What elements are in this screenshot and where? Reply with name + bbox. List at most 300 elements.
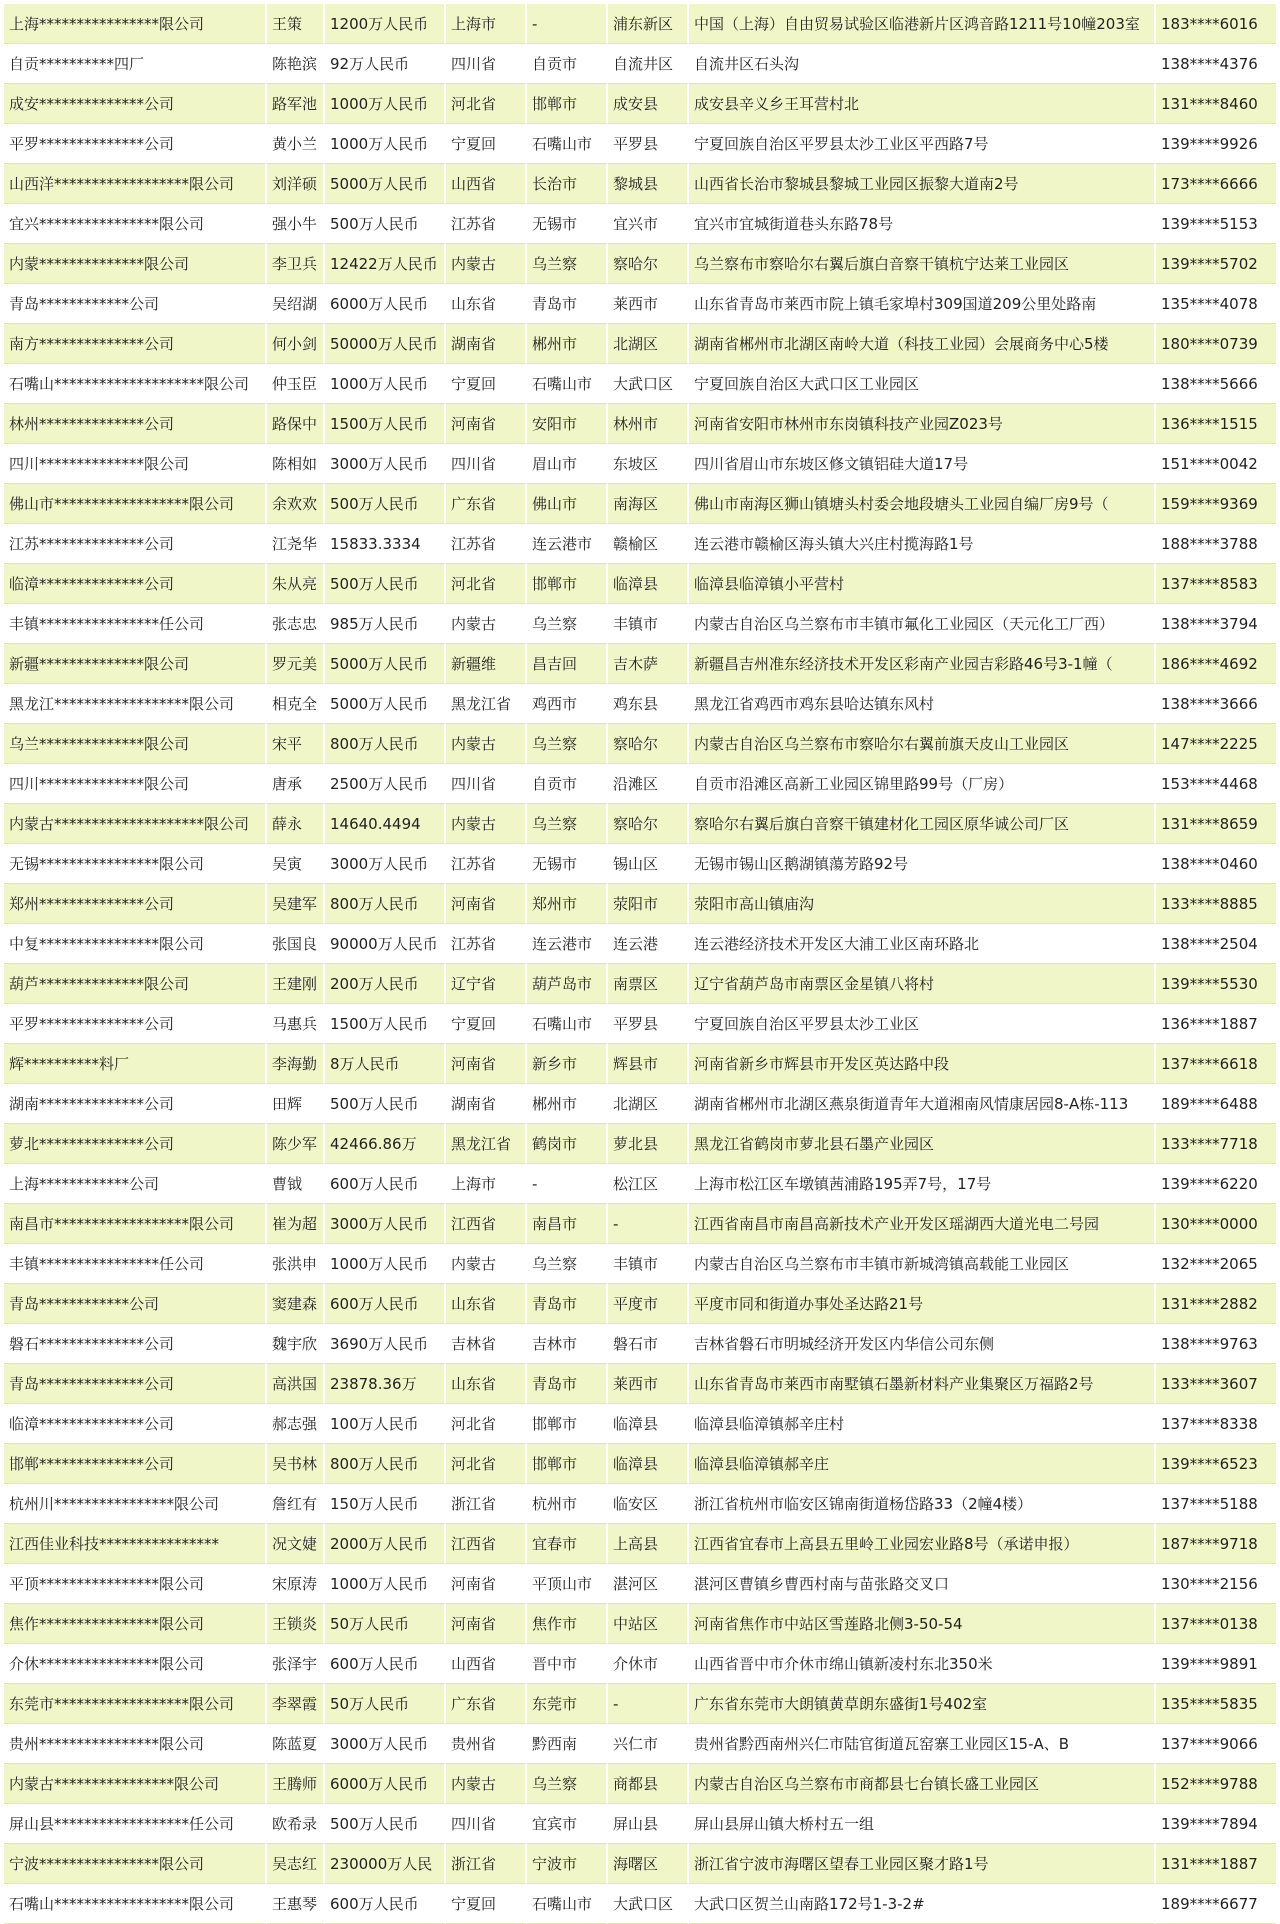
province-cell: 宁夏回 xyxy=(446,1884,527,1924)
city-cell: 新乡市 xyxy=(527,1044,608,1084)
province-cell: 浙江省 xyxy=(446,1484,527,1524)
city-cell: 自贡市 xyxy=(527,764,608,804)
phone-cell: 183****6016 xyxy=(1156,4,1276,44)
registered-capital-cell: 1500万人民币 xyxy=(325,1004,446,1044)
address-cell: 江西省南昌市南昌高新技术产业开发区瑶湖西大道光电二号园 xyxy=(689,1204,1156,1244)
phone-cell: 139****5702 xyxy=(1156,244,1276,284)
table-row xyxy=(4,1404,1276,1444)
company-name-cell: 磐石**************公司 xyxy=(4,1324,267,1364)
table-row xyxy=(4,684,1276,724)
phone-cell: 131****1887 xyxy=(1156,1844,1276,1884)
legal-person-cell: 崔为超 xyxy=(267,1204,325,1244)
table-row xyxy=(4,244,1276,284)
registered-capital-cell: 1000万人民币 xyxy=(325,1564,446,1604)
table-row xyxy=(4,204,1276,244)
legal-person-cell: 江尧华 xyxy=(267,524,325,564)
phone-cell: 136****1887 xyxy=(1156,1004,1276,1044)
district-cell: 宜兴市 xyxy=(608,204,689,244)
table-row xyxy=(4,1884,1276,1924)
registered-capital-cell: 50万人民币 xyxy=(325,1604,446,1644)
legal-person-cell: 相克全 xyxy=(267,684,325,724)
legal-person-cell: 李卫兵 xyxy=(267,244,325,284)
address-cell: 宁夏回族自治区大武口区工业园区 xyxy=(689,364,1156,404)
district-cell: 莱西市 xyxy=(608,284,689,324)
legal-person-cell: 陈相如 xyxy=(267,444,325,484)
city-cell: 宜宾市 xyxy=(527,1804,608,1844)
province-cell: 河南省 xyxy=(446,1044,527,1084)
company-name-cell: 湖南**************公司 xyxy=(4,1084,267,1124)
district-cell: 辉县市 xyxy=(608,1044,689,1084)
phone-cell: 135****4078 xyxy=(1156,284,1276,324)
address-cell: 自贡市沿滩区高新工业园区锦里路99号（厂房） xyxy=(689,764,1156,804)
legal-person-cell: 郝志强 xyxy=(267,1404,325,1444)
company-name-cell: 宁波****************限公司 xyxy=(4,1844,267,1884)
table-row xyxy=(4,1124,1276,1164)
company-name-cell: 萝北**************公司 xyxy=(4,1124,267,1164)
province-cell: 上海市 xyxy=(446,1164,527,1204)
city-cell: 石嘴山市 xyxy=(527,364,608,404)
registered-capital-cell: 1000万人民币 xyxy=(325,124,446,164)
address-cell: 河南省焦作市中站区雪莲路北侧3-50-54 xyxy=(689,1604,1156,1644)
company-name-cell: 杭州川****************限公司 xyxy=(4,1484,267,1524)
address-cell: 江西省宜春市上高县五里岭工业园宏业路8号（承诺申报） xyxy=(689,1524,1156,1564)
phone-cell: 131****2882 xyxy=(1156,1284,1276,1324)
table-row xyxy=(4,284,1276,324)
address-cell: 平度市同和街道办事处圣达路21号 xyxy=(689,1284,1156,1324)
legal-person-cell: 陈艳滨 xyxy=(267,44,325,84)
phone-cell: 138****9763 xyxy=(1156,1324,1276,1364)
district-cell: 浦东新区 xyxy=(608,4,689,44)
city-cell: 乌兰察 xyxy=(527,1764,608,1804)
registered-capital-cell: 12422万人民币 xyxy=(325,244,446,284)
company-name-cell: 佛山市******************限公司 xyxy=(4,484,267,524)
district-cell: 赣榆区 xyxy=(608,524,689,564)
registered-capital-cell: 500万人民币 xyxy=(325,204,446,244)
legal-person-cell: 吴书林 xyxy=(267,1444,325,1484)
registered-capital-cell: 200万人民币 xyxy=(325,964,446,1004)
address-cell: 临漳县临漳镇小平营村 xyxy=(689,564,1156,604)
table-row xyxy=(4,1284,1276,1324)
company-name-cell: 林州**************公司 xyxy=(4,404,267,444)
phone-cell: 139****6523 xyxy=(1156,1444,1276,1484)
company-name-cell: 四川**************限公司 xyxy=(4,444,267,484)
company-name-cell: 江西佳业科技**************** xyxy=(4,1524,267,1564)
province-cell: 江苏省 xyxy=(446,924,527,964)
address-cell: 内蒙古自治区乌兰察布市丰镇市氟化工业园区（天元化工厂西） xyxy=(689,604,1156,644)
table-row xyxy=(4,1644,1276,1684)
phone-cell: 173****6666 xyxy=(1156,164,1276,204)
province-cell: 广东省 xyxy=(446,484,527,524)
table-row xyxy=(4,644,1276,684)
district-cell: 莱西市 xyxy=(608,1364,689,1404)
table-row xyxy=(4,1804,1276,1844)
company-name-cell: 内蒙古********************限公司 xyxy=(4,804,267,844)
address-cell: 荥阳市高山镇庙沟 xyxy=(689,884,1156,924)
district-cell: 自流井区 xyxy=(608,44,689,84)
legal-person-cell: 仲玉臣 xyxy=(267,364,325,404)
province-cell: 广东省 xyxy=(446,1684,527,1724)
registered-capital-cell: 600万人民币 xyxy=(325,1644,446,1684)
phone-cell: 138****5666 xyxy=(1156,364,1276,404)
legal-person-cell: 何小剑 xyxy=(267,324,325,364)
company-name-cell: 内蒙古****************限公司 xyxy=(4,1764,267,1804)
phone-cell: 131****8460 xyxy=(1156,84,1276,124)
province-cell: 山西省 xyxy=(446,164,527,204)
company-name-cell: 上海************公司 xyxy=(4,1164,267,1204)
registered-capital-cell: 42466.86万 xyxy=(325,1124,446,1164)
table-row xyxy=(4,364,1276,404)
legal-person-cell: 路军池 xyxy=(267,84,325,124)
province-cell: 浙江省 xyxy=(446,1844,527,1884)
province-cell: 四川省 xyxy=(446,764,527,804)
table-row xyxy=(4,1724,1276,1764)
company-name-cell: 成安**************公司 xyxy=(4,84,267,124)
city-cell: 乌兰察 xyxy=(527,804,608,844)
province-cell: 宁夏回 xyxy=(446,1004,527,1044)
registered-capital-cell: 1000万人民币 xyxy=(325,84,446,124)
table-row xyxy=(4,1604,1276,1644)
district-cell: - xyxy=(608,1684,689,1724)
phone-cell: 153****4468 xyxy=(1156,764,1276,804)
company-name-cell: 无锡****************限公司 xyxy=(4,844,267,884)
phone-cell: 180****0739 xyxy=(1156,324,1276,364)
city-cell: 鸡西市 xyxy=(527,684,608,724)
registered-capital-cell: 800万人民币 xyxy=(325,724,446,764)
registered-capital-cell: 50000万人民币 xyxy=(325,324,446,364)
province-cell: 宁夏回 xyxy=(446,364,527,404)
legal-person-cell: 宋原涛 xyxy=(267,1564,325,1604)
address-cell: 新疆昌吉州准东经济技术开发区彩南产业园吉彩路46号3-1幢（ xyxy=(689,644,1156,684)
legal-person-cell: 王惠琴 xyxy=(267,1884,325,1924)
address-cell: 广东省东莞市大朗镇黄草朗东盛街1号402室 xyxy=(689,1684,1156,1724)
city-cell: 邯郸市 xyxy=(527,1404,608,1444)
company-name-cell: 邯郸**************公司 xyxy=(4,1444,267,1484)
province-cell: 河北省 xyxy=(446,1444,527,1484)
address-cell: 宜兴市宜城街道巷头东路78号 xyxy=(689,204,1156,244)
address-cell: 佛山市南海区狮山镇塘头村委会地段塘头工业园自编厂房9号（ xyxy=(689,484,1156,524)
province-cell: 河北省 xyxy=(446,84,527,124)
phone-cell: 186****4692 xyxy=(1156,644,1276,684)
city-cell: - xyxy=(527,1164,608,1204)
district-cell: 黎城县 xyxy=(608,164,689,204)
phone-cell: 131****8659 xyxy=(1156,804,1276,844)
company-name-cell: 乌兰**************限公司 xyxy=(4,724,267,764)
legal-person-cell: 吴志红 xyxy=(267,1844,325,1884)
legal-person-cell: 魏宇欣 xyxy=(267,1324,325,1364)
city-cell: 鹤岗市 xyxy=(527,1124,608,1164)
registered-capital-cell: 500万人民币 xyxy=(325,1804,446,1844)
district-cell: 丰镇市 xyxy=(608,1244,689,1284)
district-cell: 南票区 xyxy=(608,964,689,1004)
district-cell: 兴仁市 xyxy=(608,1724,689,1764)
registered-capital-cell: 5000万人民币 xyxy=(325,684,446,724)
address-cell: 连云港市赣榆区海头镇大兴庄村揽海路1号 xyxy=(689,524,1156,564)
registered-capital-cell: 100万人民币 xyxy=(325,1404,446,1444)
city-cell: 吉林市 xyxy=(527,1324,608,1364)
province-cell: 江苏省 xyxy=(446,204,527,244)
province-cell: 黑龙江省 xyxy=(446,684,527,724)
phone-cell: 138****4376 xyxy=(1156,44,1276,84)
legal-person-cell: 刘洋硕 xyxy=(267,164,325,204)
address-cell: 临漳县临漳镇郝辛庄 xyxy=(689,1444,1156,1484)
address-cell: 内蒙古自治区乌兰察布市察哈尔右翼前旗天皮山工业园区 xyxy=(689,724,1156,764)
phone-cell: 137****8583 xyxy=(1156,564,1276,604)
company-name-cell: 四川**************限公司 xyxy=(4,764,267,804)
city-cell: 葫芦岛市 xyxy=(527,964,608,1004)
district-cell: 临漳县 xyxy=(608,1404,689,1444)
table-row xyxy=(4,1004,1276,1044)
city-cell: 郑州市 xyxy=(527,884,608,924)
registered-capital-cell: 1500万人民币 xyxy=(325,404,446,444)
district-cell: 中站区 xyxy=(608,1604,689,1644)
address-cell: 山西省长治市黎城县黎城工业园区振黎大道南2号 xyxy=(689,164,1156,204)
address-cell: 河南省安阳市林州市东岗镇科技产业园Z023号 xyxy=(689,404,1156,444)
district-cell: 北湖区 xyxy=(608,1084,689,1124)
table-row xyxy=(4,884,1276,924)
legal-person-cell: 薛永 xyxy=(267,804,325,844)
city-cell: 南昌市 xyxy=(527,1204,608,1244)
address-cell: 湖南省郴州市北湖区南岭大道（科技工业园）会展商务中心5楼 xyxy=(689,324,1156,364)
district-cell: 临漳县 xyxy=(608,1444,689,1484)
address-cell: 贵州省黔西南州兴仁市陆官街道瓦窑寨工业园区15-A、B xyxy=(689,1724,1156,1764)
company-name-cell: 自贡**********四厂 xyxy=(4,44,267,84)
company-name-cell: 内蒙**************限公司 xyxy=(4,244,267,284)
city-cell: 黔西南 xyxy=(527,1724,608,1764)
legal-person-cell: 吴绍湖 xyxy=(267,284,325,324)
province-cell: 河南省 xyxy=(446,1604,527,1644)
company-name-cell: 江苏**************公司 xyxy=(4,524,267,564)
phone-cell: 133****8885 xyxy=(1156,884,1276,924)
legal-person-cell: 路保中 xyxy=(267,404,325,444)
legal-person-cell: 陈少军 xyxy=(267,1124,325,1164)
province-cell: 宁夏回 xyxy=(446,124,527,164)
company-name-cell: 青岛**************公司 xyxy=(4,1364,267,1404)
district-cell: 察哈尔 xyxy=(608,244,689,284)
phone-cell: 139****7894 xyxy=(1156,1804,1276,1844)
address-cell: 无锡市锡山区鹅湖镇蕩芳路92号 xyxy=(689,844,1156,884)
address-cell: 临漳县临漳镇郝辛庄村 xyxy=(689,1404,1156,1444)
legal-person-cell: 欧希录 xyxy=(267,1804,325,1844)
registered-capital-cell: 6000万人民币 xyxy=(325,1764,446,1804)
company-name-cell: 石嘴山********************限公司 xyxy=(4,364,267,404)
table-row xyxy=(4,44,1276,84)
province-cell: 河南省 xyxy=(446,884,527,924)
province-cell: 山东省 xyxy=(446,284,527,324)
province-cell: 内蒙古 xyxy=(446,1244,527,1284)
city-cell: 平顶山市 xyxy=(527,1564,608,1604)
province-cell: 河北省 xyxy=(446,564,527,604)
province-cell: 上海市 xyxy=(446,4,527,44)
phone-cell: 137****0138 xyxy=(1156,1604,1276,1644)
table-row xyxy=(4,804,1276,844)
address-cell: 内蒙古自治区乌兰察布市丰镇市新城湾镇高载能工业园区 xyxy=(689,1244,1156,1284)
province-cell: 四川省 xyxy=(446,44,527,84)
company-name-cell: 东莞市******************限公司 xyxy=(4,1684,267,1724)
city-cell: 郴州市 xyxy=(527,324,608,364)
district-cell: 林州市 xyxy=(608,404,689,444)
province-cell: 江苏省 xyxy=(446,524,527,564)
registered-capital-cell: 2000万人民币 xyxy=(325,1524,446,1564)
company-name-cell: 黑龙江******************限公司 xyxy=(4,684,267,724)
legal-person-cell: 余欢欢 xyxy=(267,484,325,524)
city-cell: 邯郸市 xyxy=(527,564,608,604)
registered-capital-cell: 1000万人民币 xyxy=(325,1244,446,1284)
city-cell: 无锡市 xyxy=(527,204,608,244)
city-cell: 郴州市 xyxy=(527,1084,608,1124)
city-cell: 邯郸市 xyxy=(527,1444,608,1484)
company-name-cell: 焦作****************限公司 xyxy=(4,1604,267,1644)
table-row xyxy=(4,1564,1276,1604)
district-cell: 磐石市 xyxy=(608,1324,689,1364)
company-name-cell: 平罗**************公司 xyxy=(4,1004,267,1044)
address-cell: 中国（上海）自由贸易试验区临港新片区鸿音路1211号10幢203室 xyxy=(689,4,1156,44)
registered-capital-cell: 3000万人民币 xyxy=(325,844,446,884)
phone-cell: 187****9718 xyxy=(1156,1524,1276,1564)
address-cell: 辽宁省葫芦岛市南票区金星镇八将村 xyxy=(689,964,1156,1004)
province-cell: 内蒙古 xyxy=(446,244,527,284)
table-row xyxy=(4,924,1276,964)
company-name-cell: 石嘴山******************限公司 xyxy=(4,1884,267,1924)
phone-cell: 136****1515 xyxy=(1156,404,1276,444)
registered-capital-cell: 1000万人民币 xyxy=(325,364,446,404)
table-row xyxy=(4,84,1276,124)
city-cell: 乌兰察 xyxy=(527,604,608,644)
legal-person-cell: 张洪申 xyxy=(267,1244,325,1284)
legal-person-cell: 黄小兰 xyxy=(267,124,325,164)
city-cell: 连云港市 xyxy=(527,524,608,564)
district-cell: 介休市 xyxy=(608,1644,689,1684)
province-cell: 贵州省 xyxy=(446,1724,527,1764)
province-cell: 河南省 xyxy=(446,404,527,444)
registered-capital-cell: 6000万人民币 xyxy=(325,284,446,324)
province-cell: 河北省 xyxy=(446,1404,527,1444)
province-cell: 吉林省 xyxy=(446,1324,527,1364)
registered-capital-cell: 90000万人民币 xyxy=(325,924,446,964)
district-cell: 荥阳市 xyxy=(608,884,689,924)
province-cell: 内蒙古 xyxy=(446,724,527,764)
legal-person-cell: 强小牛 xyxy=(267,204,325,244)
city-cell: 石嘴山市 xyxy=(527,124,608,164)
table-row xyxy=(4,1084,1276,1124)
table-row xyxy=(4,764,1276,804)
address-cell: 内蒙古自治区乌兰察布市商都县七台镇长盛工业园区 xyxy=(689,1764,1156,1804)
company-name-cell: 中复****************限公司 xyxy=(4,924,267,964)
province-cell: 新疆维 xyxy=(446,644,527,684)
district-cell: 临漳县 xyxy=(608,564,689,604)
registered-capital-cell: 500万人民币 xyxy=(325,564,446,604)
city-cell: 杭州市 xyxy=(527,1484,608,1524)
province-cell: 四川省 xyxy=(446,444,527,484)
table-row xyxy=(4,444,1276,484)
address-cell: 湖南省郴州市北湖区燕泉街道青年大道湘南风情康居园8-A栋-113 xyxy=(689,1084,1156,1124)
registered-capital-cell: 800万人民币 xyxy=(325,1444,446,1484)
company-name-cell: 丰镇****************任公司 xyxy=(4,604,267,644)
city-cell: 东莞市 xyxy=(527,1684,608,1724)
district-cell: 南海区 xyxy=(608,484,689,524)
phone-cell: 130****0000 xyxy=(1156,1204,1276,1244)
registered-capital-cell: 800万人民币 xyxy=(325,884,446,924)
company-name-cell: 南昌市******************限公司 xyxy=(4,1204,267,1244)
district-cell: 大武口区 xyxy=(608,364,689,404)
city-cell: 乌兰察 xyxy=(527,244,608,284)
registered-capital-cell: 8万人民币 xyxy=(325,1044,446,1084)
table-row xyxy=(4,1844,1276,1884)
district-cell: 丰镇市 xyxy=(608,604,689,644)
table-row xyxy=(4,1164,1276,1204)
legal-person-cell: 吴寅 xyxy=(267,844,325,884)
legal-person-cell: 詹红有 xyxy=(267,1484,325,1524)
address-cell: 乌兰察布市察哈尔右翼后旗白音察干镇杭宁达莱工业园区 xyxy=(689,244,1156,284)
table-row xyxy=(4,1484,1276,1524)
phone-cell: 139****5153 xyxy=(1156,204,1276,244)
address-cell: 大武口区贺兰山南路172号1-3-2# xyxy=(689,1884,1156,1924)
registered-capital-cell: 1200万人民币 xyxy=(325,4,446,44)
city-cell: 宁波市 xyxy=(527,1844,608,1884)
address-cell: 宁夏回族自治区平罗县太沙工业区平西路7号 xyxy=(689,124,1156,164)
legal-person-cell: 窦建森 xyxy=(267,1284,325,1324)
legal-person-cell: 王锁炎 xyxy=(267,1604,325,1644)
phone-cell: 130****2156 xyxy=(1156,1564,1276,1604)
company-name-cell: 山西洋******************限公司 xyxy=(4,164,267,204)
district-cell: 平罗县 xyxy=(608,124,689,164)
city-cell: 青岛市 xyxy=(527,1364,608,1404)
legal-person-cell: 王策 xyxy=(267,4,325,44)
district-cell: 大武口区 xyxy=(608,1884,689,1924)
company-table xyxy=(4,4,1276,1924)
address-cell: 察哈尔右翼后旗白音察干镇建材化工园区原华诚公司厂区 xyxy=(689,804,1156,844)
registered-capital-cell: 150万人民币 xyxy=(325,1484,446,1524)
district-cell: - xyxy=(608,1204,689,1244)
phone-cell: 138****2504 xyxy=(1156,924,1276,964)
phone-cell: 138****0460 xyxy=(1156,844,1276,884)
table-row xyxy=(4,964,1276,1004)
city-cell: 宜春市 xyxy=(527,1524,608,1564)
province-cell: 江苏省 xyxy=(446,844,527,884)
address-cell: 黑龙江省鹤岗市萝北县石墨产业园区 xyxy=(689,1124,1156,1164)
table-row xyxy=(4,1684,1276,1724)
city-cell: 石嘴山市 xyxy=(527,1884,608,1924)
company-table-container xyxy=(4,4,1276,1924)
registered-capital-cell: 500万人民币 xyxy=(325,1084,446,1124)
city-cell: 青岛市 xyxy=(527,1284,608,1324)
legal-person-cell: 李海勤 xyxy=(267,1044,325,1084)
city-cell: 邯郸市 xyxy=(527,84,608,124)
registered-capital-cell: 50万人民币 xyxy=(325,1684,446,1724)
registered-capital-cell: 5000万人民币 xyxy=(325,164,446,204)
address-cell: 黑龙江省鸡西市鸡东县哈达镇东风村 xyxy=(689,684,1156,724)
phone-cell: 133****3607 xyxy=(1156,1364,1276,1404)
table-row xyxy=(4,724,1276,764)
district-cell: 东坡区 xyxy=(608,444,689,484)
table-row xyxy=(4,1244,1276,1284)
district-cell: 商都县 xyxy=(608,1764,689,1804)
legal-person-cell: 田辉 xyxy=(267,1084,325,1124)
registered-capital-cell: 2500万人民币 xyxy=(325,764,446,804)
city-cell: 晋中市 xyxy=(527,1644,608,1684)
address-cell: 山东省青岛市莱西市院上镇毛家埠村309国道209公里处路南 xyxy=(689,284,1156,324)
phone-cell: 139****5530 xyxy=(1156,964,1276,1004)
city-cell: 焦作市 xyxy=(527,1604,608,1644)
registered-capital-cell: 600万人民币 xyxy=(325,1884,446,1924)
province-cell: 江西省 xyxy=(446,1204,527,1244)
phone-cell: 189****6488 xyxy=(1156,1084,1276,1124)
registered-capital-cell: 14640.4494 xyxy=(325,804,446,844)
address-cell: 自流井区石头沟 xyxy=(689,44,1156,84)
table-row xyxy=(4,1444,1276,1484)
address-cell: 山东省青岛市莱西市南墅镇石墨新材料产业集聚区万福路2号 xyxy=(689,1364,1156,1404)
district-cell: 锡山区 xyxy=(608,844,689,884)
table-row xyxy=(4,404,1276,444)
